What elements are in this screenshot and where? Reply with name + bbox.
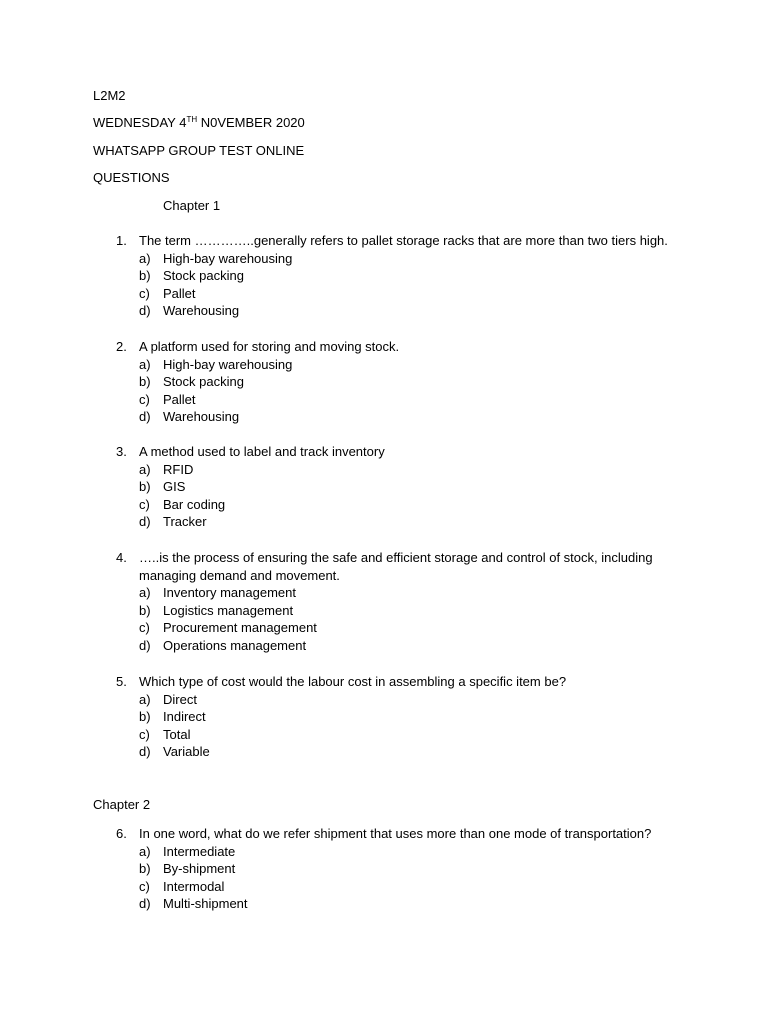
question-stem <box>116 443 716 461</box>
question-text: A platform used for storing and moving stock. <box>139 339 400 354</box>
question-block <box>116 443 716 531</box>
option-letter: a) <box>139 691 151 707</box>
answer-option <box>116 478 716 496</box>
answer-option <box>116 726 716 744</box>
question-stem <box>116 338 716 356</box>
option-text: Operations management <box>163 637 307 653</box>
date-suffix: N0VEMBER 2020 <box>197 115 305 130</box>
option-letter: a) <box>139 250 151 266</box>
question-number: 3. <box>116 444 127 459</box>
option-text: Variable <box>163 744 210 760</box>
option-text: Stock packing <box>163 374 244 390</box>
question-text: managing demand and movement. <box>139 567 340 583</box>
question-text: A method used to label and track inventory <box>139 444 385 459</box>
option-letter: d) <box>139 409 151 425</box>
date-superscript: TH <box>186 115 198 124</box>
question-block <box>116 825 716 913</box>
answer-option <box>116 391 716 409</box>
question-number: 1. <box>116 233 127 248</box>
answer-option <box>116 408 716 426</box>
question-number: 4. <box>116 550 127 565</box>
question-text: …..is the process of ensuring the safe and efficient storage and control of stock, including <box>139 550 653 565</box>
option-text: High-bay warehousing <box>163 250 293 266</box>
question-block <box>116 232 716 320</box>
option-text: Tracker <box>163 514 207 530</box>
option-text: Stock packing <box>163 268 244 284</box>
option-letter: b) <box>139 374 151 390</box>
answer-option <box>116 496 716 514</box>
option-text: Pallet <box>163 391 196 407</box>
question-text: In one word, what do we refer shipment that uses more than one mode of transportation? <box>139 826 652 841</box>
answer-option <box>116 461 716 479</box>
option-text: Warehousing <box>163 303 240 319</box>
option-text: RFID <box>163 461 194 477</box>
option-text: Direct <box>163 691 197 707</box>
answer-option <box>116 302 716 320</box>
option-letter: d) <box>139 637 151 653</box>
answer-option <box>116 878 716 896</box>
option-text: Intermediate <box>163 843 236 859</box>
option-letter: c) <box>139 496 150 512</box>
date-prefix: WEDNESDAY 4 <box>93 115 187 130</box>
answer-option <box>116 584 716 602</box>
option-text: Intermodal <box>163 878 225 894</box>
option-text: Warehousing <box>163 409 240 425</box>
question-stem <box>116 825 716 843</box>
answer-option <box>116 691 716 709</box>
answer-option <box>116 285 716 303</box>
answer-option <box>116 895 716 913</box>
option-text: High-bay warehousing <box>163 356 293 372</box>
test-subtitle: WHATSAPP GROUP TEST ONLINE <box>93 143 305 158</box>
answer-option <box>116 860 716 878</box>
option-text: GIS <box>163 479 186 495</box>
option-text: Procurement management <box>163 620 317 636</box>
option-text: Total <box>163 726 191 742</box>
question-stem <box>116 549 716 584</box>
question-text: The term …………..generally refers to pallet storage racks that are more than two tiers high. <box>139 233 668 248</box>
answer-option <box>116 637 716 655</box>
answer-option <box>116 513 716 531</box>
option-letter: c) <box>139 878 150 894</box>
option-text: Indirect <box>163 709 206 725</box>
answer-option <box>116 843 716 861</box>
option-text: By-shipment <box>163 861 236 877</box>
option-text: Logistics management <box>163 602 294 618</box>
option-letter: a) <box>139 461 151 477</box>
answer-option <box>116 267 716 285</box>
answer-option <box>116 356 716 374</box>
option-letter: a) <box>139 843 151 859</box>
option-letter: a) <box>139 585 151 601</box>
question-number: 2. <box>116 339 127 354</box>
option-letter: d) <box>139 744 151 760</box>
answer-option <box>116 373 716 391</box>
question-text: Which type of cost would the labour cost in assembling a specific item be? <box>139 674 567 689</box>
test-date <box>93 115 305 131</box>
option-letter: c) <box>139 391 150 407</box>
option-letter: c) <box>139 285 150 301</box>
option-letter: b) <box>139 479 151 495</box>
chapter-1-heading: Chapter 1 <box>163 198 221 213</box>
option-letter: c) <box>139 726 150 742</box>
option-text: Inventory management <box>163 585 296 601</box>
option-text: Pallet <box>163 285 196 301</box>
course-code: L2M2 <box>93 88 126 103</box>
option-letter: b) <box>139 602 151 618</box>
answer-option <box>116 619 716 637</box>
answer-option <box>116 602 716 620</box>
question-block <box>116 673 716 761</box>
answer-option <box>116 743 716 761</box>
option-letter: b) <box>139 268 151 284</box>
option-letter: b) <box>139 709 151 725</box>
section-heading: QUESTIONS <box>93 170 170 185</box>
question-number: 5. <box>116 674 127 689</box>
option-letter: a) <box>139 356 151 372</box>
chapter-2-heading: Chapter 2 <box>93 797 151 812</box>
option-letter: d) <box>139 514 151 530</box>
answer-option <box>116 708 716 726</box>
option-letter: c) <box>139 620 150 636</box>
option-letter: d) <box>139 896 151 912</box>
question-number: 6. <box>116 826 127 841</box>
option-letter: b) <box>139 861 151 877</box>
question-stem <box>116 232 716 250</box>
question-stem <box>116 673 716 691</box>
question-block <box>116 549 716 655</box>
option-text: Multi-shipment <box>163 896 248 912</box>
option-text: Bar coding <box>163 496 226 512</box>
answer-option <box>116 250 716 268</box>
question-block <box>116 338 716 426</box>
option-letter: d) <box>139 303 151 319</box>
